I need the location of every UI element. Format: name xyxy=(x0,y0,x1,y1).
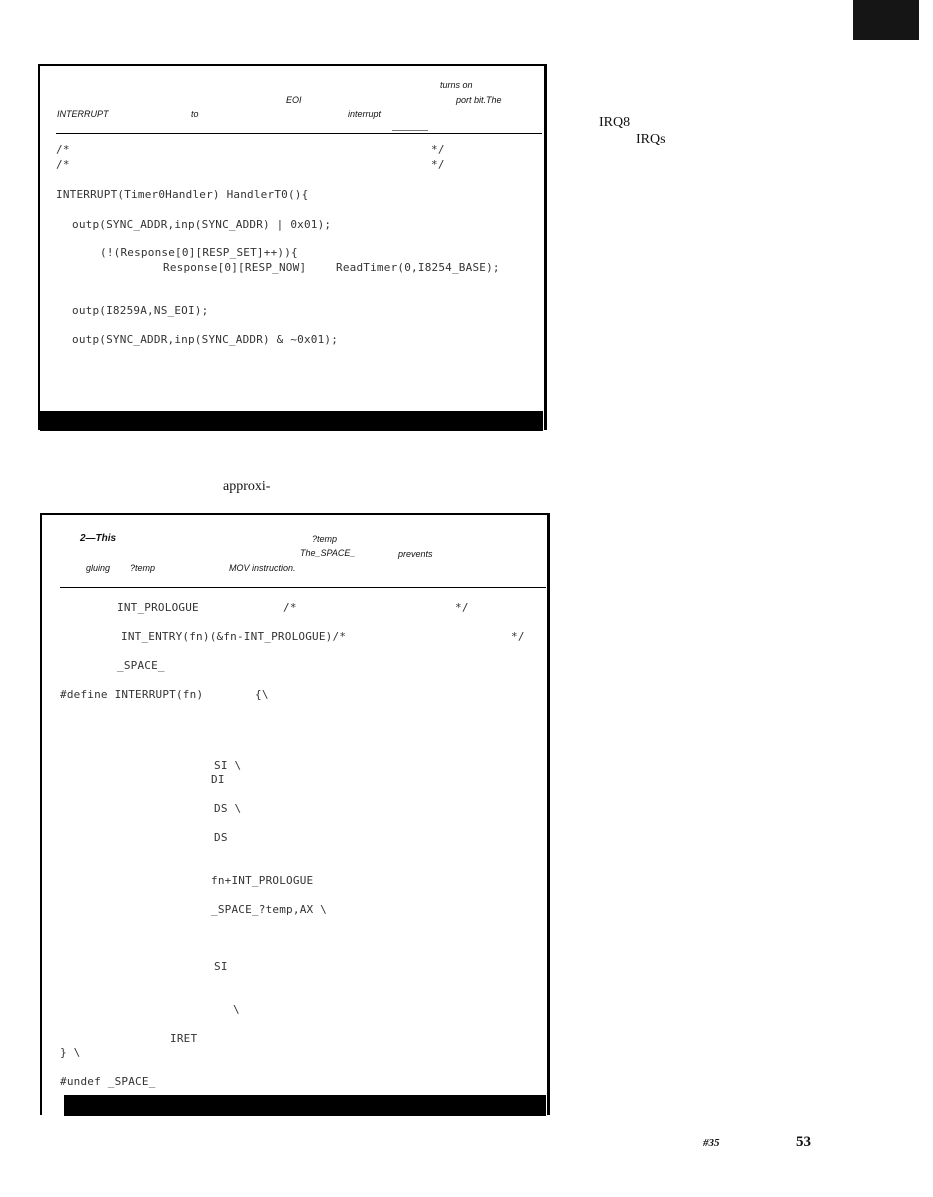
listing-2-caption-prevents: prevents xyxy=(398,549,433,559)
listing-1-code-handler-decl: INTERRUPT(Timer0Handler) HandlerT0(){ xyxy=(56,188,309,201)
listing-1-code-sync-on: outp(SYNC_ADDR,inp(SYNC_ADDR) | 0x01); xyxy=(72,218,332,231)
footer-issue-number: #35 xyxy=(703,1137,720,1149)
listing-1-comment-open-2: /* xyxy=(56,158,70,171)
listing-2-caption-mov: MOV instruction. xyxy=(229,563,296,573)
listing-1-code-read-timer: ReadTimer(0,I8254_BASE); xyxy=(336,261,500,274)
listing-2-code-space: _SPACE_ xyxy=(117,659,165,672)
listing-2-code-si-1: SI \ xyxy=(214,759,242,772)
listing-1-code-response-now: Response[0][RESP_NOW] xyxy=(163,261,307,274)
listing-1-caption-eoi: EOI xyxy=(286,95,302,105)
listing-2-caption-rule xyxy=(60,587,546,588)
listing-1-caption-turns-on: turns on xyxy=(440,80,473,90)
footer-page-number: 53 xyxy=(796,1134,811,1150)
listing-2-code-iret: IRET xyxy=(170,1032,198,1045)
listing-2-code-ds-2: DS xyxy=(214,831,228,844)
body-text-approx: approxi- xyxy=(223,479,271,494)
listing-1-bottom-bar xyxy=(40,411,543,431)
listing-2-code-brace: {\ xyxy=(255,688,269,701)
listing-1-code-eoi: outp(I8259A,NS_EOI); xyxy=(72,304,209,317)
listing-2-code-comment-close-1: */ xyxy=(455,601,469,614)
listing-2-code-ds-1: DS \ xyxy=(214,802,242,815)
listing-1-comment-close-1: */ xyxy=(431,143,445,156)
listing-1-caption-rule xyxy=(56,133,542,134)
listing-2-code-define: #define INTERRUPT(fn) xyxy=(60,688,204,701)
listing-2-code-si-2: SI xyxy=(214,960,228,973)
listing-1-comment-close-2: */ xyxy=(431,158,445,171)
listing-1-code-sync-off: outp(SYNC_ADDR,inp(SYNC_ADDR) & ~0x01); xyxy=(72,333,339,346)
listing-2-bottom-bar xyxy=(64,1095,546,1116)
listing-2-code-di: DI xyxy=(211,773,225,786)
listing-2-code-prologue: INT_PROLOGUE xyxy=(117,601,199,614)
listing-2-code-close-brace: } \ xyxy=(60,1046,81,1059)
listing-2-code-backslash: \ xyxy=(233,1003,240,1016)
listing-2-code-comment-open-1: /* xyxy=(283,601,297,614)
listing-2-code-int-entry: INT_ENTRY(fn)(&fn-INT_PROLOGUE)/* xyxy=(121,630,347,643)
listing-2-caption-gluing: gluing xyxy=(86,563,111,573)
listing-2-caption-space: The_SPACE_ xyxy=(300,548,356,558)
listing-2-caption-temp: ?temp xyxy=(312,534,338,544)
listing-1-caption-to: to xyxy=(191,109,199,119)
listing-1-caption-port-bit: port bit.The xyxy=(456,95,502,105)
listing-2-code-undef: #undef _SPACE_ xyxy=(60,1075,156,1088)
listing-1-comment-open-1: /* xyxy=(56,143,70,156)
body-text-irq8: IRQ8 xyxy=(599,115,631,130)
listing-2-code-comment-close-2: */ xyxy=(511,630,525,643)
halftone-photo-icon xyxy=(853,0,919,40)
listing-1-caption-interrupt: INTERRUPT xyxy=(57,109,109,119)
listing-1-code-response-check: (!(Response[0][RESP_SET]++)){ xyxy=(100,246,298,259)
listing-1-caption-interrupt-lower: interrupt xyxy=(348,109,382,119)
listing-1-rule-mark xyxy=(392,130,428,131)
listing-2-code-fn-prologue: fn+INT_PROLOGUE xyxy=(211,874,314,887)
listing-2-caption-temp-2: ?temp xyxy=(130,563,156,573)
listing-2-code-mov-temp: _SPACE_?temp,AX \ xyxy=(211,903,327,916)
listing-2-label: 2—This xyxy=(80,533,117,544)
body-text-irqs: IRQs xyxy=(636,132,666,147)
